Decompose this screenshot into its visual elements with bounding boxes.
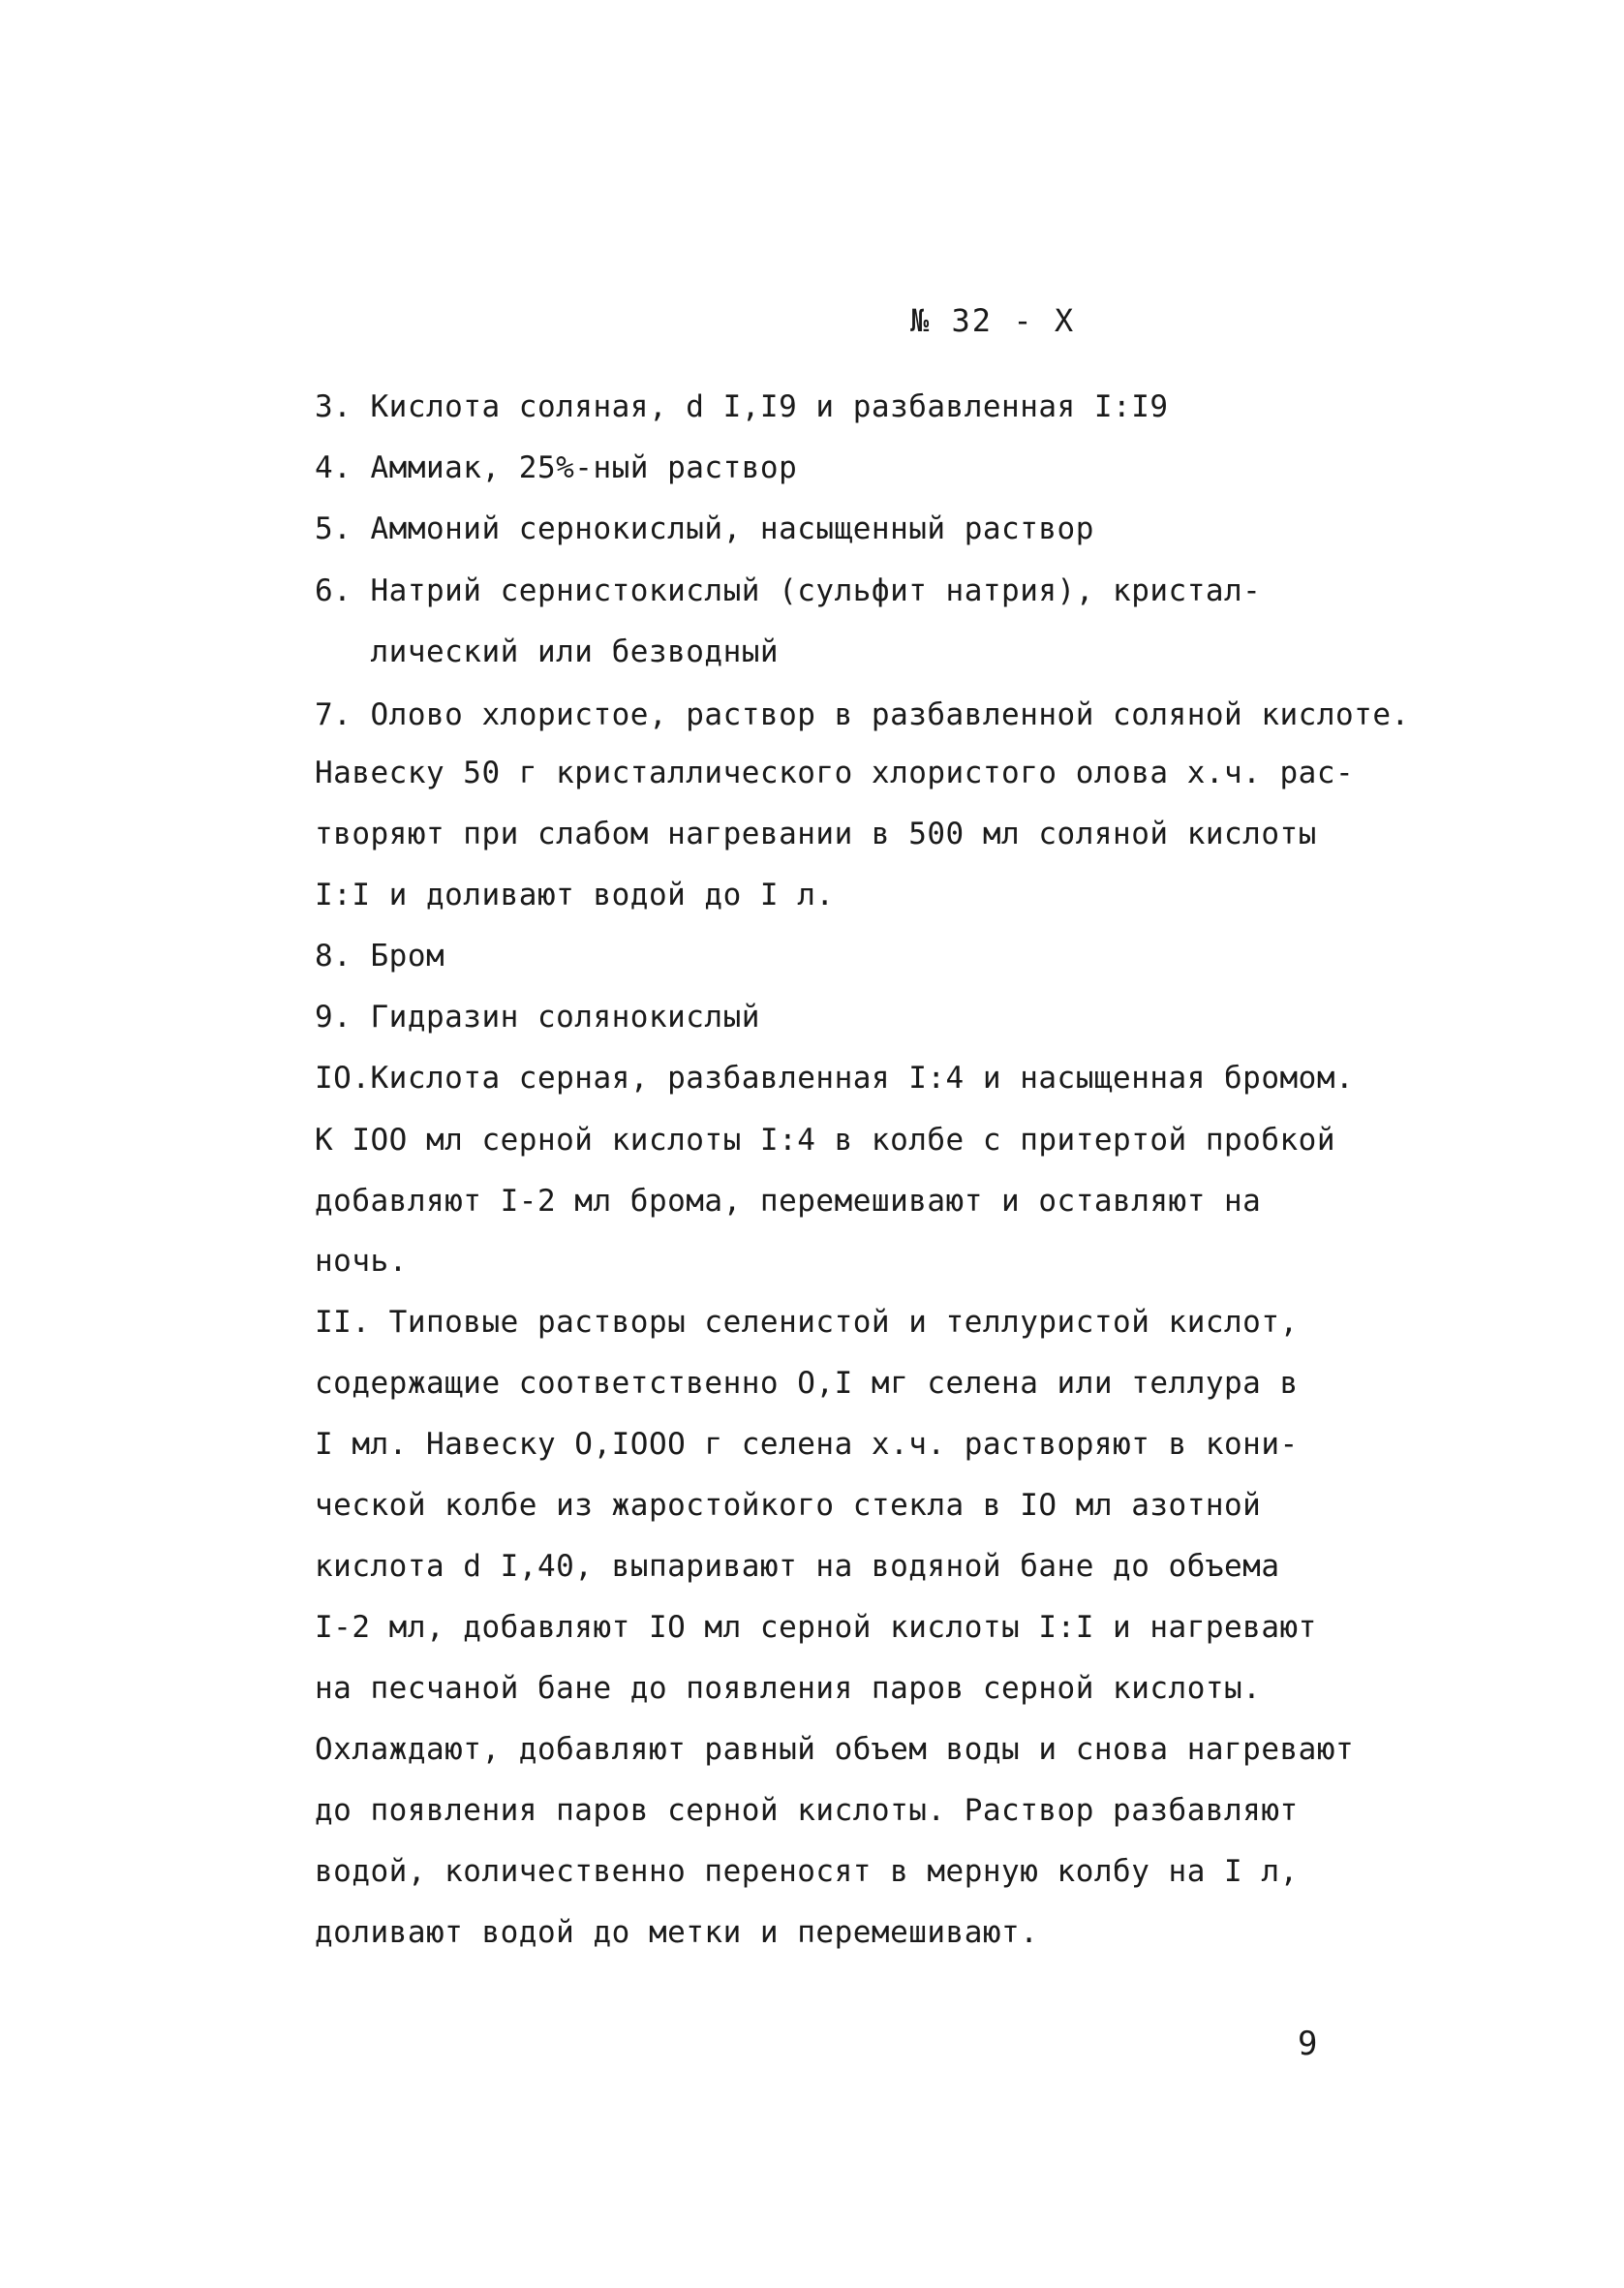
- text-line-item-7-cont-3: I:I и доливают водой до I л.: [315, 878, 835, 912]
- text-line-item-8: 8. Бром: [315, 939, 445, 974]
- text-line-item-5: 5. Аммоний сернокислый, насыщенный раствор: [315, 511, 1094, 546]
- text-line-item-11: II. Типовые растворы селенистой и теллуристой кислот,: [315, 1305, 1299, 1340]
- text-line-item-6: 6. Натрий сернистокислый (сульфит натрия), кристал-: [315, 573, 1262, 608]
- text-line-item-10-cont-2: добавляют I-2 мл брома, перемешивают и оставляют на: [315, 1184, 1262, 1219]
- text-line-item-11-cont-5: I-2 мл, добавляют IO мл серной кислоты I:I и нагревают: [315, 1610, 1317, 1645]
- text-line-item-11-cont-8: до появления паров серной кислоты. Раствор разбавляют: [315, 1793, 1299, 1828]
- text-line-item-11-cont-3: ческой колбе из жаростойкого стекла в IO мл азотной: [315, 1488, 1262, 1523]
- page-number: 9: [1298, 2025, 1318, 2063]
- text-line-item-11-cont-10: доливают водой до метки и перемешивают.: [315, 1915, 1039, 1950]
- text-line-item-10: IO.Кислота серная, разбавленная I:4 и насыщенная бромом.: [315, 1061, 1355, 1096]
- text-line-item-3: 3. Кислота соляная, d I,I9 и разбавленная I:I9: [315, 389, 1169, 424]
- text-line-item-10-cont-1: К IOO мл серной кислоты I:4 в колбе с притертой пробкой: [315, 1123, 1335, 1158]
- text-line-item-9: 9. Гидразин солянокислый: [315, 1000, 760, 1035]
- text-line-item-11-cont-1: содержащие соответственно O,I мг селена или теллура в: [315, 1366, 1299, 1401]
- text-line-item-7: 7. Олово хлористое, раствор в разбавленной соляной кислоте.: [315, 697, 1410, 732]
- text-line-item-11-cont-7: Охлаждают, добавляют равный объем воды и снова нагревают: [315, 1732, 1355, 1767]
- text-line-item-7-cont-2: творяют при слабом нагревании в 500 мл соляной кислоты: [315, 817, 1317, 851]
- text-line-item-7-cont-1: Навеску 50 г кристаллического хлористого олова х.ч. рас-: [315, 756, 1355, 790]
- text-line-item-4: 4. Аммиак, 25%-ный раствор: [315, 450, 798, 485]
- text-line-item-6-cont: лический или безводный: [315, 634, 780, 669]
- text-line-item-11-cont-9: водой, количественно переносят в мерную колбу на I л,: [315, 1854, 1299, 1889]
- text-line-item-11-cont-6: на песчаной бане до появления паров серной кислоты.: [315, 1671, 1262, 1706]
- document-number: № 32 - X: [910, 302, 1076, 339]
- text-line-item-11-cont-2: I мл. Навеску O,IOOO г селена х.ч. растворяют в кони-: [315, 1427, 1299, 1462]
- text-line-item-11-cont-4: кислота d I,40, выпаривают на водяной бане до объема: [315, 1549, 1280, 1584]
- text-line-item-10-cont-3: ночь.: [315, 1244, 408, 1279]
